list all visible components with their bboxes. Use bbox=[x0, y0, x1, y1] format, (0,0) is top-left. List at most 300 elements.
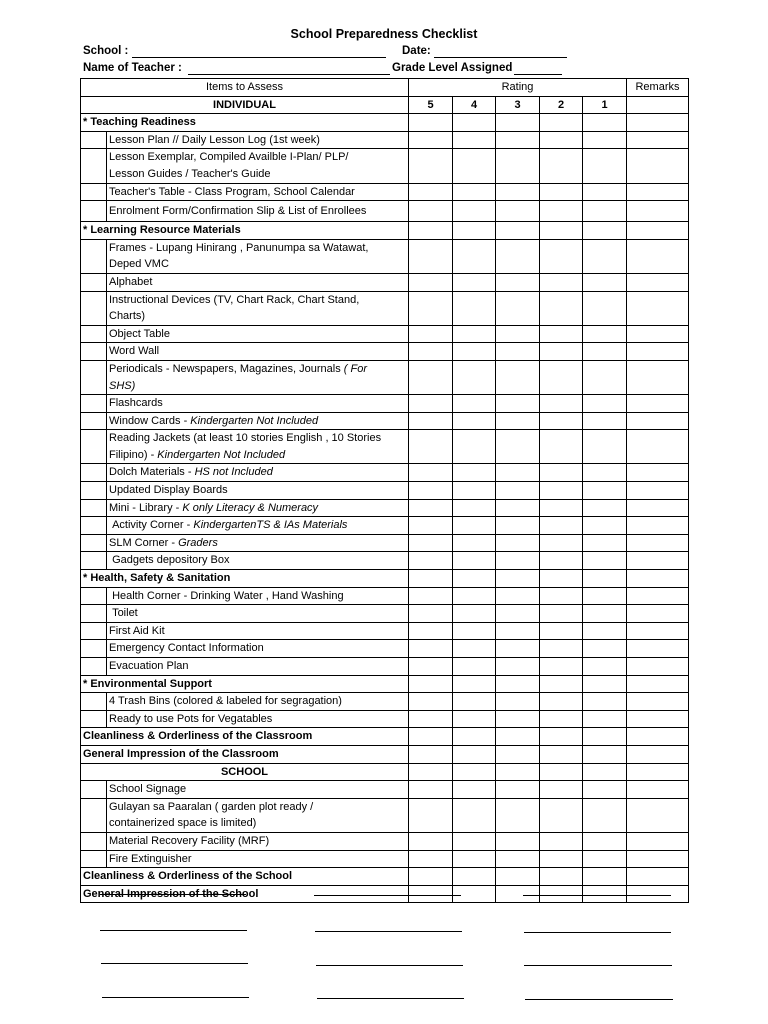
rating-cell[interactable] bbox=[583, 482, 627, 500]
table-row bbox=[81, 552, 689, 570]
table-row bbox=[81, 605, 689, 623]
rating-cell[interactable] bbox=[409, 868, 453, 886]
rating-cell[interactable] bbox=[409, 291, 453, 325]
item-label: Gadgets depository Box bbox=[107, 552, 409, 570]
rating-cell[interactable] bbox=[496, 273, 540, 291]
item-label: General Impression of the Classroom bbox=[81, 745, 409, 763]
remarks-cell[interactable] bbox=[627, 850, 689, 868]
signature-line[interactable] bbox=[315, 931, 462, 932]
rating-cell[interactable] bbox=[409, 850, 453, 868]
rating-cell[interactable] bbox=[496, 710, 540, 728]
rating-cell[interactable] bbox=[453, 622, 496, 640]
rating-cell[interactable] bbox=[453, 325, 496, 343]
signature-line[interactable] bbox=[100, 930, 247, 931]
rating-cell[interactable] bbox=[496, 693, 540, 711]
rating-cell[interactable] bbox=[496, 149, 540, 183]
rating-cell[interactable] bbox=[453, 640, 496, 658]
item-label: Lesson Exemplar, Compiled Availble I-Plan/ PLP/ Lesson Guides / Teacher's Guide bbox=[107, 149, 409, 183]
rating-cell[interactable] bbox=[409, 587, 453, 605]
rating-cell[interactable] bbox=[453, 781, 496, 799]
table-row bbox=[81, 395, 689, 413]
rating-cell[interactable] bbox=[453, 868, 496, 886]
rating-cell[interactable] bbox=[409, 325, 453, 343]
signature-line[interactable] bbox=[102, 997, 249, 998]
rating-cell[interactable] bbox=[496, 570, 540, 588]
teacher-field[interactable] bbox=[188, 74, 390, 75]
rating-cell[interactable] bbox=[409, 552, 453, 570]
rating-cell[interactable] bbox=[409, 464, 453, 482]
remarks-cell[interactable] bbox=[627, 360, 689, 394]
rating-cell[interactable] bbox=[540, 499, 583, 517]
table-row bbox=[81, 149, 689, 183]
remarks-cell[interactable] bbox=[627, 201, 689, 222]
rating-cell[interactable] bbox=[496, 412, 540, 430]
rating-cell[interactable] bbox=[540, 201, 583, 222]
rating-cell[interactable] bbox=[583, 605, 627, 623]
section-learning-resources: * Learning Resource Materials bbox=[81, 222, 409, 240]
grade-field[interactable] bbox=[514, 74, 562, 75]
rating-cell[interactable] bbox=[540, 640, 583, 658]
remarks-cell[interactable] bbox=[627, 395, 689, 413]
item-label: Emergency Contact Information bbox=[107, 640, 409, 658]
signature-line[interactable] bbox=[101, 963, 248, 964]
rating-cell[interactable] bbox=[583, 360, 627, 394]
remarks-cell[interactable] bbox=[627, 149, 689, 183]
rating-cell[interactable] bbox=[496, 534, 540, 552]
rating-cell[interactable] bbox=[583, 675, 627, 693]
rating-cell[interactable] bbox=[453, 552, 496, 570]
rating-cell[interactable] bbox=[583, 114, 627, 132]
rating-cell[interactable] bbox=[409, 395, 453, 413]
rating-cell[interactable] bbox=[496, 832, 540, 850]
rating-cell[interactable] bbox=[540, 430, 583, 464]
rating-cell[interactable] bbox=[540, 395, 583, 413]
signature-line[interactable] bbox=[525, 999, 673, 1000]
rating-cell[interactable] bbox=[540, 222, 583, 240]
rating-cell[interactable] bbox=[540, 114, 583, 132]
rating-cell[interactable] bbox=[496, 360, 540, 394]
rating-cell[interactable] bbox=[496, 222, 540, 240]
rating-cell[interactable] bbox=[496, 640, 540, 658]
rating-cell[interactable] bbox=[540, 239, 583, 273]
rating-cell[interactable] bbox=[496, 343, 540, 361]
rating-cell[interactable] bbox=[540, 482, 583, 500]
rating-cell[interactable] bbox=[583, 517, 627, 535]
rating-cell[interactable] bbox=[540, 763, 583, 781]
signature-line[interactable] bbox=[523, 895, 671, 896]
rating-cell[interactable] bbox=[540, 622, 583, 640]
remarks-cell[interactable] bbox=[627, 763, 689, 781]
table-row bbox=[81, 781, 689, 799]
remarks-cell[interactable] bbox=[627, 587, 689, 605]
remarks-cell[interactable] bbox=[627, 430, 689, 464]
rating-cell[interactable] bbox=[409, 201, 453, 222]
rating-cell[interactable] bbox=[453, 832, 496, 850]
rating-cell[interactable] bbox=[540, 273, 583, 291]
rating-cell[interactable] bbox=[409, 710, 453, 728]
rating-cell[interactable] bbox=[583, 868, 627, 886]
checklist-table bbox=[80, 78, 689, 903]
rating-cell[interactable] bbox=[409, 499, 453, 517]
rating-cell[interactable] bbox=[453, 763, 496, 781]
item-label: Instructional Devices (TV, Chart Rack, Chart Stand, Charts) bbox=[107, 291, 409, 325]
rating-cell[interactable] bbox=[496, 675, 540, 693]
grade-label: Grade Level Assigned bbox=[392, 62, 513, 74]
rating-cell[interactable] bbox=[409, 482, 453, 500]
rating-cell[interactable] bbox=[453, 114, 496, 132]
section-health-safety: * Health, Safety & Sanitation bbox=[81, 570, 409, 588]
rating-cell[interactable] bbox=[540, 291, 583, 325]
rating-cell[interactable] bbox=[583, 728, 627, 746]
rating-cell[interactable] bbox=[583, 622, 627, 640]
rating-cell[interactable] bbox=[540, 360, 583, 394]
rating-cell[interactable] bbox=[409, 517, 453, 535]
rating-cell[interactable] bbox=[583, 239, 627, 273]
signature-line[interactable] bbox=[316, 965, 463, 966]
item-label: Gulayan sa Paaralan ( garden plot ready / containerized space is limited) bbox=[107, 798, 409, 832]
remarks-cell[interactable] bbox=[627, 570, 689, 588]
item-label: Flashcards bbox=[107, 395, 409, 413]
rating-cell[interactable] bbox=[540, 570, 583, 588]
rating-cell[interactable] bbox=[583, 131, 627, 149]
rating-cell[interactable] bbox=[409, 183, 453, 201]
signature-line[interactable] bbox=[317, 998, 464, 999]
rating-cell[interactable] bbox=[409, 728, 453, 746]
rating-2: 2 bbox=[540, 96, 583, 114]
rating-cell[interactable] bbox=[409, 570, 453, 588]
item-label: First Aid Kit bbox=[107, 622, 409, 640]
rating-cell[interactable] bbox=[540, 552, 583, 570]
remarks-cell[interactable] bbox=[627, 675, 689, 693]
rating-cell[interactable] bbox=[496, 183, 540, 201]
rating-cell[interactable] bbox=[540, 464, 583, 482]
rating-cell[interactable] bbox=[496, 552, 540, 570]
rating-cell[interactable] bbox=[409, 693, 453, 711]
remarks-cell[interactable] bbox=[627, 781, 689, 799]
rating-cell[interactable] bbox=[496, 430, 540, 464]
rating-cell[interactable] bbox=[583, 395, 627, 413]
rating-cell[interactable] bbox=[583, 343, 627, 361]
item-label: Fire Extinguisher bbox=[107, 850, 409, 868]
remarks-cell[interactable] bbox=[627, 131, 689, 149]
rating-cell[interactable] bbox=[453, 183, 496, 201]
rating-cell[interactable] bbox=[540, 781, 583, 799]
rating-cell[interactable] bbox=[540, 412, 583, 430]
table-row bbox=[81, 412, 689, 430]
section-row bbox=[81, 222, 689, 240]
item-label: Mini - Library - K only Literacy & Numeracy bbox=[107, 499, 409, 517]
rating-cell[interactable] bbox=[409, 605, 453, 623]
teacher-label: Name of Teacher : bbox=[83, 62, 182, 74]
rating-cell[interactable] bbox=[540, 745, 583, 763]
rating-cell[interactable] bbox=[409, 675, 453, 693]
rating-cell[interactable] bbox=[540, 710, 583, 728]
item-label: 4 Trash Bins (colored & labeled for segragation) bbox=[107, 693, 409, 711]
item-label: Ready to use Pots for Vegatables bbox=[107, 710, 409, 728]
rating-cell[interactable] bbox=[583, 183, 627, 201]
rating-cell[interactable] bbox=[540, 675, 583, 693]
rating-cell[interactable] bbox=[496, 798, 540, 832]
remarks-cell[interactable] bbox=[627, 728, 689, 746]
rating-cell[interactable] bbox=[453, 273, 496, 291]
rating-1: 1 bbox=[583, 96, 627, 114]
signature-line[interactable] bbox=[314, 895, 461, 896]
remarks-cell[interactable] bbox=[627, 291, 689, 325]
rating-cell[interactable] bbox=[453, 728, 496, 746]
header-row bbox=[81, 79, 689, 97]
rating-cell[interactable] bbox=[496, 745, 540, 763]
rating-cell[interactable] bbox=[409, 131, 453, 149]
rating-cell[interactable] bbox=[496, 658, 540, 676]
rating-cell[interactable] bbox=[453, 239, 496, 273]
rating-cell[interactable] bbox=[409, 114, 453, 132]
remarks-cell[interactable] bbox=[627, 745, 689, 763]
rating-cell[interactable] bbox=[583, 149, 627, 183]
item-label: Updated Display Boards bbox=[107, 482, 409, 500]
table-row bbox=[81, 273, 689, 291]
table-row bbox=[81, 534, 689, 552]
section-environmental: * Environmental Support bbox=[81, 675, 409, 693]
item-label: Alphabet bbox=[107, 273, 409, 291]
school-field[interactable] bbox=[132, 57, 386, 58]
rating-cell[interactable] bbox=[583, 798, 627, 832]
rating-cell[interactable] bbox=[583, 570, 627, 588]
rating-cell[interactable] bbox=[409, 239, 453, 273]
items-header: Items to Assess bbox=[81, 79, 409, 97]
remarks-cell[interactable] bbox=[627, 693, 689, 711]
rating-cell[interactable] bbox=[496, 499, 540, 517]
rating-cell[interactable] bbox=[583, 534, 627, 552]
remarks-cell[interactable] bbox=[627, 658, 689, 676]
remarks-cell[interactable] bbox=[627, 499, 689, 517]
signature-line[interactable] bbox=[100, 894, 246, 895]
rating-cell[interactable] bbox=[583, 412, 627, 430]
rating-cell[interactable] bbox=[540, 587, 583, 605]
rating-cell[interactable] bbox=[409, 149, 453, 183]
remarks-cell[interactable] bbox=[627, 222, 689, 240]
rating-cell[interactable] bbox=[453, 745, 496, 763]
remarks-cell[interactable] bbox=[627, 239, 689, 273]
rating-cell[interactable] bbox=[540, 605, 583, 623]
rating-cell[interactable] bbox=[453, 798, 496, 832]
rating-cell[interactable] bbox=[409, 763, 453, 781]
rating-cell[interactable] bbox=[540, 832, 583, 850]
rating-cell[interactable] bbox=[540, 131, 583, 149]
rating-cell[interactable] bbox=[453, 658, 496, 676]
rating-cell[interactable] bbox=[453, 605, 496, 623]
rating-cell[interactable] bbox=[409, 222, 453, 240]
rating-cell[interactable] bbox=[453, 430, 496, 464]
rating-cell[interactable] bbox=[409, 412, 453, 430]
remarks-cell[interactable] bbox=[627, 412, 689, 430]
rating-cell[interactable] bbox=[453, 499, 496, 517]
item-label: Toilet bbox=[107, 605, 409, 623]
rating-cell[interactable] bbox=[496, 622, 540, 640]
rating-cell[interactable] bbox=[583, 745, 627, 763]
rating-cell[interactable] bbox=[583, 693, 627, 711]
table-row bbox=[81, 239, 689, 273]
rating-cell[interactable] bbox=[583, 850, 627, 868]
item-label: Cleanliness & Orderliness of the School bbox=[81, 868, 409, 886]
rating-cell[interactable] bbox=[540, 517, 583, 535]
remarks-cell[interactable] bbox=[627, 798, 689, 832]
remarks-cell[interactable] bbox=[627, 96, 689, 114]
section-teaching-readiness: * Teaching Readiness bbox=[81, 114, 409, 132]
rating-cell[interactable] bbox=[453, 693, 496, 711]
rating-cell[interactable] bbox=[409, 273, 453, 291]
item-label: Dolch Materials - HS not Included bbox=[107, 464, 409, 482]
rating-cell[interactable] bbox=[496, 605, 540, 623]
remarks-cell[interactable] bbox=[627, 464, 689, 482]
rating-cell[interactable] bbox=[453, 395, 496, 413]
remarks-cell[interactable] bbox=[627, 710, 689, 728]
rating-cell[interactable] bbox=[583, 710, 627, 728]
rating-cell[interactable] bbox=[583, 587, 627, 605]
rating-cell[interactable] bbox=[583, 640, 627, 658]
rating-cell[interactable] bbox=[453, 360, 496, 394]
signature-line[interactable] bbox=[524, 965, 672, 966]
rating-cell[interactable] bbox=[453, 710, 496, 728]
rating-cell[interactable] bbox=[496, 131, 540, 149]
item-label: Evacuation Plan bbox=[107, 658, 409, 676]
rating-cell[interactable] bbox=[583, 464, 627, 482]
rating-cell[interactable] bbox=[453, 675, 496, 693]
remarks-cell[interactable] bbox=[627, 482, 689, 500]
rating-cell[interactable] bbox=[453, 464, 496, 482]
item-label: Periodicals - Newspapers, Magazines, Journals ( For SHS) bbox=[107, 360, 409, 394]
rating-cell[interactable] bbox=[540, 693, 583, 711]
rating-cell[interactable] bbox=[409, 430, 453, 464]
remarks-cell[interactable] bbox=[627, 325, 689, 343]
rating-cell[interactable] bbox=[583, 763, 627, 781]
rating-cell[interactable] bbox=[496, 464, 540, 482]
remarks-cell[interactable] bbox=[627, 832, 689, 850]
remarks-cell[interactable] bbox=[627, 114, 689, 132]
rating-cell[interactable] bbox=[540, 343, 583, 361]
rating-cell[interactable] bbox=[409, 534, 453, 552]
rating-cell[interactable] bbox=[409, 622, 453, 640]
rating-cell[interactable] bbox=[496, 325, 540, 343]
rating-cell[interactable] bbox=[496, 482, 540, 500]
rating-cell[interactable] bbox=[453, 587, 496, 605]
table-row bbox=[81, 430, 689, 464]
remarks-cell[interactable] bbox=[627, 622, 689, 640]
rating-cell[interactable] bbox=[583, 552, 627, 570]
rating-cell[interactable] bbox=[496, 763, 540, 781]
rating-cell[interactable] bbox=[496, 291, 540, 325]
remarks-cell[interactable] bbox=[627, 552, 689, 570]
rating-cell[interactable] bbox=[540, 868, 583, 886]
rating-cell[interactable] bbox=[453, 291, 496, 325]
remarks-cell[interactable] bbox=[627, 343, 689, 361]
rating-cell[interactable] bbox=[496, 728, 540, 746]
rating-cell[interactable] bbox=[409, 640, 453, 658]
rating-cell[interactable] bbox=[583, 222, 627, 240]
rating-cell[interactable] bbox=[540, 325, 583, 343]
rating-cell[interactable] bbox=[409, 658, 453, 676]
rating-cell[interactable] bbox=[583, 430, 627, 464]
rating-cell[interactable] bbox=[496, 201, 540, 222]
rating-cell[interactable] bbox=[583, 201, 627, 222]
rating-cell[interactable] bbox=[583, 658, 627, 676]
rating-cell[interactable] bbox=[409, 745, 453, 763]
rating-cell[interactable] bbox=[540, 658, 583, 676]
rating-cell[interactable] bbox=[496, 850, 540, 868]
rating-cell[interactable] bbox=[496, 781, 540, 799]
rating-cell[interactable] bbox=[540, 534, 583, 552]
rating-cell[interactable] bbox=[583, 499, 627, 517]
table-row bbox=[81, 517, 689, 535]
rating-cell[interactable] bbox=[583, 291, 627, 325]
remarks-cell[interactable] bbox=[627, 534, 689, 552]
remarks-cell[interactable] bbox=[627, 183, 689, 201]
rating-cell[interactable] bbox=[496, 239, 540, 273]
section-row bbox=[81, 675, 689, 693]
rating-cell[interactable] bbox=[453, 850, 496, 868]
table-row bbox=[81, 201, 689, 222]
rating-header: Rating bbox=[409, 79, 627, 97]
rating-cell[interactable] bbox=[453, 222, 496, 240]
table-row bbox=[81, 183, 689, 201]
rating-cell[interactable] bbox=[453, 534, 496, 552]
table-row bbox=[81, 291, 689, 325]
rating-cell[interactable] bbox=[453, 482, 496, 500]
signature-line[interactable] bbox=[524, 932, 671, 933]
remarks-cell[interactable] bbox=[627, 517, 689, 535]
rating-cell[interactable] bbox=[540, 850, 583, 868]
rating-cell[interactable] bbox=[496, 395, 540, 413]
table-row bbox=[81, 710, 689, 728]
section-row bbox=[81, 570, 689, 588]
rating-cell[interactable] bbox=[583, 832, 627, 850]
rating-cell[interactable] bbox=[409, 360, 453, 394]
item-label: SLM Corner - Graders bbox=[107, 534, 409, 552]
rating-cell[interactable] bbox=[453, 343, 496, 361]
rating-cell[interactable] bbox=[583, 325, 627, 343]
rating-cell[interactable] bbox=[496, 868, 540, 886]
rating-cell[interactable] bbox=[540, 183, 583, 201]
rating-cell[interactable] bbox=[453, 131, 496, 149]
table-row bbox=[81, 131, 689, 149]
rating-cell[interactable] bbox=[583, 781, 627, 799]
table-row bbox=[81, 622, 689, 640]
remarks-cell[interactable] bbox=[627, 273, 689, 291]
rating-cell[interactable] bbox=[496, 114, 540, 132]
table-row bbox=[81, 832, 689, 850]
remarks-cell[interactable] bbox=[627, 640, 689, 658]
rating-cell[interactable] bbox=[409, 798, 453, 832]
date-field[interactable] bbox=[434, 57, 567, 58]
rating-cell[interactable] bbox=[453, 517, 496, 535]
rating-cell[interactable] bbox=[453, 570, 496, 588]
rating-cell[interactable] bbox=[540, 798, 583, 832]
item-label: Health Corner - Drinking Water , Hand Washing bbox=[107, 587, 409, 605]
rating-cell[interactable] bbox=[409, 781, 453, 799]
rating-cell[interactable] bbox=[453, 412, 496, 430]
table-row bbox=[81, 693, 689, 711]
rating-cell[interactable] bbox=[540, 149, 583, 183]
rating-cell[interactable] bbox=[496, 517, 540, 535]
rating-cell[interactable] bbox=[540, 728, 583, 746]
rating-cell[interactable] bbox=[409, 343, 453, 361]
rating-cell[interactable] bbox=[583, 273, 627, 291]
remarks-cell[interactable] bbox=[627, 605, 689, 623]
rating-cell[interactable] bbox=[409, 832, 453, 850]
remarks-cell[interactable] bbox=[627, 868, 689, 886]
rating-cell[interactable] bbox=[496, 587, 540, 605]
rating-cell[interactable] bbox=[453, 149, 496, 183]
rating-cell[interactable] bbox=[453, 201, 496, 222]
